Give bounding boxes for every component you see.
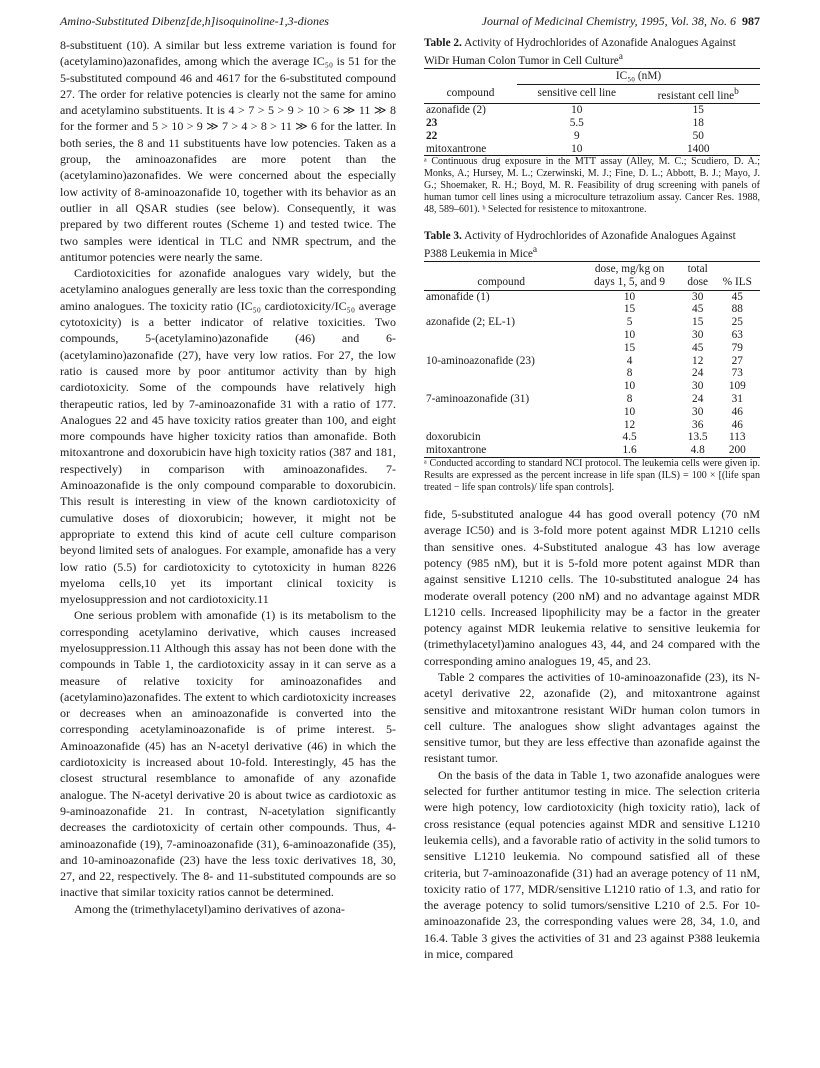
table-cell-total: 30 xyxy=(692,380,704,393)
table-cell-total: 36 xyxy=(692,418,704,431)
table-row xyxy=(424,444,760,457)
table-3-caption: Activity of Hydrochlorides of Azonafide Analogues Against P388 Leukemia in Mice xyxy=(424,230,736,260)
table-2-col-compound: compound xyxy=(424,84,517,104)
table-2-col-resistant-footnote-mark: b xyxy=(734,86,739,97)
table-cell-sensitive: 5.5 xyxy=(569,116,584,129)
table-cell-ils: 27 xyxy=(731,354,743,367)
table-cell-compound: mitoxantrone xyxy=(424,444,578,457)
table-3-footnote: ᵃ Conducted according to standard NCI protocol. The leukemia cells were given ip. Results are expressed as the percent increase in life span (ILS) = 100 × [(life span treated − life span controls)/ life span controls]. xyxy=(424,458,760,494)
table-cell-dose: 15 xyxy=(623,303,636,316)
table-cell-compound xyxy=(424,367,578,380)
table-cell-ils: 113 xyxy=(729,431,746,444)
table-cell-resistant: 15 xyxy=(692,104,704,117)
table-row xyxy=(424,406,760,419)
table-cell-ils: 73 xyxy=(731,367,743,380)
table-cell-ils: 31 xyxy=(731,393,743,406)
table-cell-ils: 109 xyxy=(728,380,746,393)
table-3-col-dose-line2: days 1, 5, and 9 xyxy=(594,275,666,288)
table-cell-compound xyxy=(424,303,578,316)
body-paragraph: 8-substituent (10). A similar but less extreme variation is found for (acetylamino)azonafides, among which the average IC₅₀ is 51 for the 5-substituted compound 46 and 4617 for the 6-substituted compound 27. The order for relative potencies is clearly not the same for amino and acetylamino substituents. It is 4 > 7 > 5 > 9 > 10 > 6 ≫ 11 ≫ 8 for the former and 5 > 10 > 9 ≫ 7 > 4 > 8 > 11 ≫ 6 for the latter. In both series, the 8 and 11 substituents have low potencies. Taken as a group, the aminoazonafides are more potent than the (acetylamino)azonafides. We were concerned about the especially low activity of 8-aminoazonafide 10, together with its behavior as an outlier in all QSAR studies (see below). Consequently, it was prepared by two different routes (Scheme 1) and tested twice. The two samples were identical in TLC and NMR spectrum, and the antitumor potencies were nearly the same. xyxy=(60,38,396,264)
table-cell-compound: 7-aminoazonafide (31) xyxy=(426,393,530,406)
table-3-grid xyxy=(424,261,760,458)
table-3-col-dose-line1: dose, mg/kg on xyxy=(594,263,665,276)
body-paragraph: Table 2 compares the activities of 10-aminoazonafide (23), its N-acetyl derivative 22, azonafide (2), and mitoxantrone against sensitive and mitoxantrone resistant WiDr human colon tumors in cell culture. The analogues show slight advantages against the sensitive tumor, but they are less effective than azonafide against the resistant tumor. xyxy=(424,670,760,766)
table-cell-total: 15 xyxy=(692,316,704,329)
table-cell-compound: 22 xyxy=(426,129,438,142)
table-cell-dose: 4 xyxy=(626,354,633,367)
table-cell-dose: 10 xyxy=(623,405,636,418)
table-2-col-sensitive: sensitive cell line xyxy=(517,84,636,104)
table-3-col-total xyxy=(681,262,715,291)
table-3-caption-footnote-mark: a xyxy=(532,244,538,255)
table-cell-sensitive: 10 xyxy=(571,104,583,117)
table-cell-dose: 10 xyxy=(623,290,636,303)
table-2-group-header: IC₅₀ (nM) xyxy=(517,68,760,84)
table-cell-total: 45 xyxy=(692,303,704,316)
table-row xyxy=(424,130,760,143)
table-row xyxy=(424,393,760,406)
header-article-title: Amino-Substituted Dibenz[de,h]isoquinoline-1,3-diones xyxy=(60,14,329,28)
table-cell-compound: 23 xyxy=(426,116,438,129)
table-cell-compound xyxy=(424,380,578,393)
table-cell-dose: 4.5 xyxy=(622,431,637,444)
table-row xyxy=(424,117,760,130)
table-row xyxy=(424,329,760,342)
body-paragraph: fide, 5-substituted analogue 44 has good overall potency (70 nM average IC50) and is 3-fold more potent against MDR L1210 cells than sensitive ones. 4-Substituted analogue 43 has low average potency (985 nM), but it is 5-fold more potent against MDR than against sensitive L1210 cells. The 10-substituted analogue 24 has moderate overall potency (200 nM) and no advantage against MDR L1210 cells. Increased lipophilicity may be a factor in the greater potency against MDR leukemia relative to sensitive leukemia for (trimethylacetyl)amino analogues 43, 44, and 24 compared with the corresponding amino analogues 19, 45, and 23. xyxy=(424,507,760,668)
table-cell-total: 4.8 xyxy=(681,444,715,457)
table-2-footnote: ᵃ Continuous drug exposure in the MTT assay (Alley, M. C.; Scudiero, D. A.; Monks, A.; Hursey, M. L.; Czerwinski, M. J.; Fine, D. L.; Abbott, B. J.; Mayo, J. G.; Shoemaker, R. H.; Boyd, M. R. Feasibility of drug screening with panels of human tumor cell lines using a microculture tetrazolium assay. Cancer Res. 1988, 48, 589–601). ᵇ Selected for resistence to mitoxantrone. xyxy=(424,156,760,216)
table-2 xyxy=(424,37,760,216)
table-2-caption-footnote-mark: a xyxy=(618,51,623,62)
table-cell-compound: mitoxantrone xyxy=(424,143,517,156)
table-cell-ils: 25 xyxy=(731,316,743,329)
table-2-grid xyxy=(424,68,760,157)
table-cell-dose: 10 xyxy=(623,329,636,342)
table-cell-compound xyxy=(424,419,578,432)
table-3-col-total-line2: dose xyxy=(687,275,709,288)
table-cell-dose: 15 xyxy=(623,341,636,354)
table-cell-dose: 1.6 xyxy=(578,444,680,457)
table-3-label: Table 3. xyxy=(424,230,462,243)
table-row xyxy=(424,367,760,380)
table-cell-compound: amonafide (1) xyxy=(426,290,490,303)
table-2-col-resistant-label: resistant cell line xyxy=(657,89,735,102)
table-cell-total: 45 xyxy=(692,341,704,354)
table-row xyxy=(424,419,760,432)
body-paragraph: On the basis of the data in Table 1, two azonafide analogues were selected for further antitumor testing in mice. The selection criteria were high potency, low cardiotoxicity (high toxicity ratio), lack of cross resistance (equal potencies against MDR and sensitive L1210 leukemia cells), and a favorable ratio of activity in the solid tumors to sensitive L1210 leukemia. No compound satisfied all of these criteria, but 7-aminoazonafide (31) had an average potency of 11 nM, toxicity ratio of 177, MDR/sensitive L1210 ratio of 1.3, and ratio for the average potency to solid tumors/sensitive L210 of 2.5. For 10-aminoazonafide 23, the corresponding values were 28, 34, 1.0, and 16.4. Table 3 gives the activities of 31 and 23 against P388 leukemia in mice, compared xyxy=(424,767,760,962)
table-cell-ils: 63 xyxy=(731,329,743,342)
running-header xyxy=(60,14,760,29)
table-cell-total: 24 xyxy=(692,393,704,406)
table-cell-total: 30 xyxy=(692,290,704,303)
table-cell-compound xyxy=(424,342,578,355)
table-cell-ils: 46 xyxy=(731,418,743,431)
table-cell-resistant: 50 xyxy=(692,129,704,142)
table-row xyxy=(424,316,760,329)
table-cell-resistant: 18 xyxy=(692,116,704,129)
table-3-col-compound: compound xyxy=(424,262,578,291)
table-row xyxy=(424,104,760,117)
table-cell-ils: 45 xyxy=(731,290,743,303)
table-cell-resistant: 1400 xyxy=(636,143,760,156)
table-cell-dose: 5 xyxy=(626,316,633,329)
table-cell-compound xyxy=(424,406,578,419)
right-column xyxy=(424,37,760,962)
table-2-caption: Activity of Hydrochlorides of Azonafide Analogues Against WiDr Human Colon Tumor in Cell Culture xyxy=(424,37,736,67)
table-cell-sensitive: 10 xyxy=(517,143,636,156)
table-cell-sensitive: 9 xyxy=(573,129,580,142)
table-cell-ils: 88 xyxy=(731,303,743,316)
table-row xyxy=(424,355,760,368)
table-cell-dose: 10 xyxy=(623,380,636,393)
body-paragraph: Among the (trimethylacetyl)amino derivatives of azona- xyxy=(74,901,345,916)
table-cell-compound: doxorubicin xyxy=(426,431,481,444)
table-row xyxy=(424,431,760,444)
table-2-col-resistant xyxy=(636,84,760,104)
header-journal-info xyxy=(482,14,760,29)
table-3-col-total-line1: total xyxy=(687,263,708,276)
table-row xyxy=(424,342,760,355)
table-cell-total: 30 xyxy=(692,405,704,418)
table-3 xyxy=(424,230,760,494)
table-row xyxy=(424,380,760,393)
table-cell-compound: azonafide (2; EL-1) xyxy=(426,316,516,329)
table-3-title xyxy=(424,230,760,261)
table-cell-total: 30 xyxy=(692,329,704,342)
table-3-col-dose xyxy=(578,262,680,291)
table-cell-ils: 200 xyxy=(715,444,760,457)
table-cell-compound xyxy=(424,329,578,342)
table-3-body xyxy=(424,290,760,457)
table-row xyxy=(424,303,760,316)
left-column xyxy=(60,37,396,917)
table-3-col-ils: % ILS xyxy=(715,262,760,291)
table-cell-total: 12 xyxy=(692,354,704,367)
body-paragraph: One serious problem with amonafide (1) is its metabolism to the corresponding acetylamino derivative, which causes increased myelosuppression.11 Although this assay has not been done with the compounds in Table 1, the cardiotoxicity assay in it can serve as a measure of relative toxicity for aminoazonafides and (acetylamino)azonafides. The extent to which cardiotoxicity increases or decreases when an aminoazonafide is converted into the corresponding acetylaminoazonafide is of prime interest. 5-Aminoazonafide (45) has an N-acetyl derivative (46) in which the cardiotoxicity is increased about 10-fold. Interestingly, 45 has the closest structural resemblance to amonafide of any azonafide analogue. The N-acetyl derivative 20 is about twice as cardiotoxic as 9-aminoazonafide 21. In contrast, N-acetylation significantly decreases the cardiotoxicity of certain other compounds. Thus, 4-aminoazonafide (19), 7-aminoazonafide (31), 6-aminoazonafide (35), and 10-aminoazonafide (23) have the less toxic derivatives 18, 30, 27, and 22, respectively. The 8- and 11-substituted compounds are so inactive that similar toxicity ratios cannot be determined. xyxy=(60,608,396,900)
table-cell-dose: 8 xyxy=(626,393,633,406)
header-journal-citation: Journal of Medicinal Chemistry, 1995, Vol. 38, No. 6 xyxy=(481,14,736,28)
table-row xyxy=(424,143,760,156)
table-cell-dose: 12 xyxy=(623,418,636,431)
body-paragraph: Cardiotoxicities for azonafide analogues vary widely, but the acetylamino analogues generally are less toxic than the corresponding amino analogues. The toxicity ratio (IC₅₀ cardiotoxicity/IC₅₀ average cytotoxicity) is a better indicator of relative toxicities. Two compounds, 5-(acetylamino)azonafide (46) and 6-(acetylamino)azonafide (27), have very low ratios. For 27, the low ratio is caused more by poor antitumor activity than by high cardiotoxicity. Some of the compounds have relatively high therapeutic ratios, led by 7-aminoazonafide 31 with a ratio of 177. Analogues 22 and 45 have toxicity ratios greater than 100, and eight more compounds have higher toxicity ratios than amonafide. Both mitoxantrone and doxorubicin have high toxicity ratios (387 and 181, respectively) in comparison with aminoazonafides. 7-Aminoazonafide is the only compound comparable to doxorubicin. This result is interesting in view of the known cardiotoxicity of cumulative doses of dioxorubicin; however, it might not be appropriate to extend this kind of acute cell culture comparison beyond limited sets of analogues. For example, amonafide has a very low ratio (5.5) for cardiotoxicity to cytotoxicity in human 8226 myeloma cells,10 yet its important clinical toxicity is myelosuppression and not cardiotoxicity.11 xyxy=(60,266,396,607)
table-cell-total: 24 xyxy=(692,367,704,380)
table-cell-dose: 8 xyxy=(626,367,633,380)
table-2-label: Table 2. xyxy=(424,37,462,49)
table-cell-ils: 46 xyxy=(731,405,743,418)
table-cell-compound: azonafide (2) xyxy=(426,104,486,117)
table-cell-ils: 79 xyxy=(731,341,743,354)
table-row xyxy=(424,290,760,303)
table-cell-compound: 10-aminoazonafide (23) xyxy=(426,354,535,367)
table-cell-total: 13.5 xyxy=(687,431,708,444)
table-2-title xyxy=(424,37,760,68)
page-number: 987 xyxy=(742,14,760,28)
